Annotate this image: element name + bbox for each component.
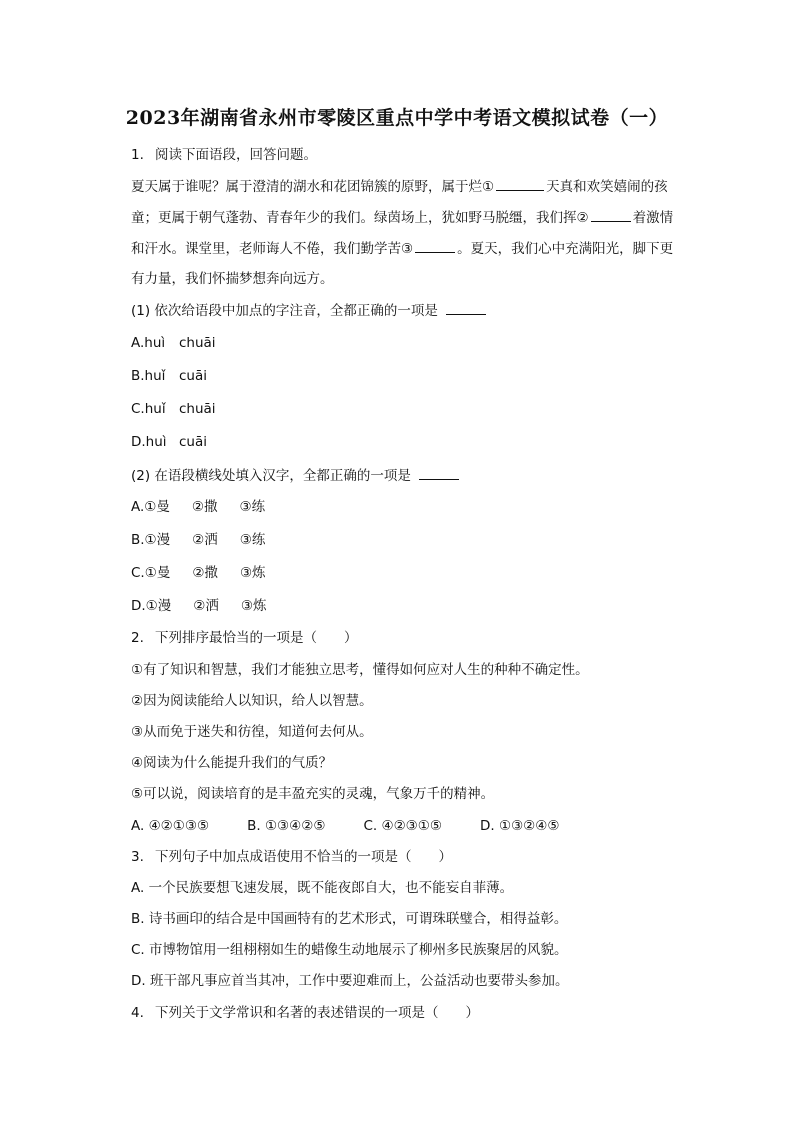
sentence-4: ④阅读为什么能提升我们的气质？ [131,755,333,771]
option-2c [131,563,266,583]
question-4-number: 4. [131,1005,144,1021]
option-3-d: D. 班干部凡事应首当其冲，工作中要迎难而上，公益活动也要带头参加。 [131,973,569,989]
answer-blank-2 [591,207,631,222]
option-text: ③炼 [240,598,267,614]
option-2a [131,497,265,517]
option-label: A.①曼 [131,499,170,515]
sentence-1: ①有了知识和智慧，我们才能独立思考，懂得如何应对人生的种种不确定性。 [131,662,589,678]
question-3-stem: 下列句子中加点成语使用不恰当的一项是（ ） [155,849,452,865]
option-text: cuāi [179,368,208,384]
sentence-5: ⑤可以说，阅读培育的是丰盈充实的灵魂，气象万千的精神。 [131,786,495,802]
option-2-c: C. ④②③①⑤ [363,818,442,834]
option-1b [131,366,207,386]
passage-text: 夏天属于谁呢？属于澄清的湖水和花团锦簇的原野，属于烂① [131,179,495,195]
passage-text: 天真和欢笑嬉闹的孩 [546,179,668,195]
option-text: cuāi [179,434,208,450]
question-3-number: 3. [131,849,144,865]
question-2-header [131,628,358,648]
passage-line-4 [131,269,334,289]
option-text: ②洒 [193,598,219,614]
option-text: chuāi [179,401,216,417]
answer-blank-1 [496,176,544,191]
option-text: ②撒 [192,565,218,581]
option-1c [131,399,216,419]
option-1a [131,333,216,353]
question-2-number: 2. [131,630,144,646]
question-1-stem: 阅读下面语段，回答问题。 [155,147,317,163]
passage-text: 着激情 [632,210,674,226]
option-2b [131,530,265,550]
option-text: chuāi [179,335,216,351]
option-label: A.huì [131,335,166,351]
exam-title: 2023年湖南省永州市零陵区重点中学中考语文模拟试卷（一） [125,107,669,129]
option-label: C.huǐ [131,401,166,417]
option-label: D.huì [131,434,167,450]
option-2-b: B. ①③④②⑤ [247,818,326,834]
option-2-a: A. ④②①③⑤ [131,818,210,834]
subquestion-2-stem: (2) 在语段横线处填入汉字，全都正确的一项是 [131,468,411,484]
option-label: B.①漫 [131,532,171,548]
answer-blank-sub2 [419,465,459,480]
answer-blank-sub1 [446,300,486,315]
question-4-stem: 下列关于文学常识和名著的表述错误的一项是（ ） [155,1005,479,1021]
passage-text: 。夏天，我们心中充满阳光，脚下更 [457,241,674,257]
option-text: ②撒 [191,499,218,515]
option-2d [131,596,267,616]
option-text: ③练 [239,532,266,548]
passage-text: 有力量，我们怀揣梦想奔向远方。 [131,271,334,287]
option-text: ③练 [239,499,266,515]
option-1d [131,432,207,452]
passage-line-3 [131,238,673,259]
question-2-options [131,816,559,836]
option-2-d: D. ①③②④⑤ [479,818,560,834]
question-1-header [131,145,317,165]
option-label: C.①曼 [131,565,171,581]
passage-text: 和汗水。课堂里，老师诲人不倦，我们勤学苦③ [131,241,414,257]
option-3-b: B. 诗书画印的结合是中国画特有的艺术形式，可谓珠联璧合，相得益彰。 [131,911,568,927]
question-1-number: 1. [131,147,144,163]
option-3-c: C. 市博物馆用一组栩栩如生的蜡像生动地展示了柳州多民族聚居的风貌。 [131,942,568,958]
option-label: D.①漫 [131,598,172,614]
subquestion-1-stem: (1) 依次给语段中加点的字注音，全都正确的一项是 [131,303,438,319]
option-3-a: A. 一个民族要想飞速发展，既不能夜郎自大，也不能妄自菲薄。 [131,880,514,896]
subquestion-1 [131,300,488,321]
sentence-3: ③从而免于迷失和彷徨，知道何去何从。 [131,724,373,740]
passage-text: 童；更属于朝气蓬勃、青春年少的我们。绿茵场上，犹如野马脱缰，我们挥② [131,210,589,226]
option-label: B.huǐ [131,368,166,384]
question-2-stem: 下列排序最恰当的一项是（ ） [155,630,358,646]
answer-blank-3 [415,238,455,253]
sentence-2: ②因为阅读能给人以知识，给人以智慧。 [131,693,373,709]
option-text: ③炼 [239,565,266,581]
passage-line-1 [131,176,668,197]
passage-line-2 [131,207,673,228]
subquestion-2 [131,465,461,486]
option-text: ②洒 [192,532,218,548]
question-3-header [131,847,452,867]
question-4-header [131,1003,479,1023]
